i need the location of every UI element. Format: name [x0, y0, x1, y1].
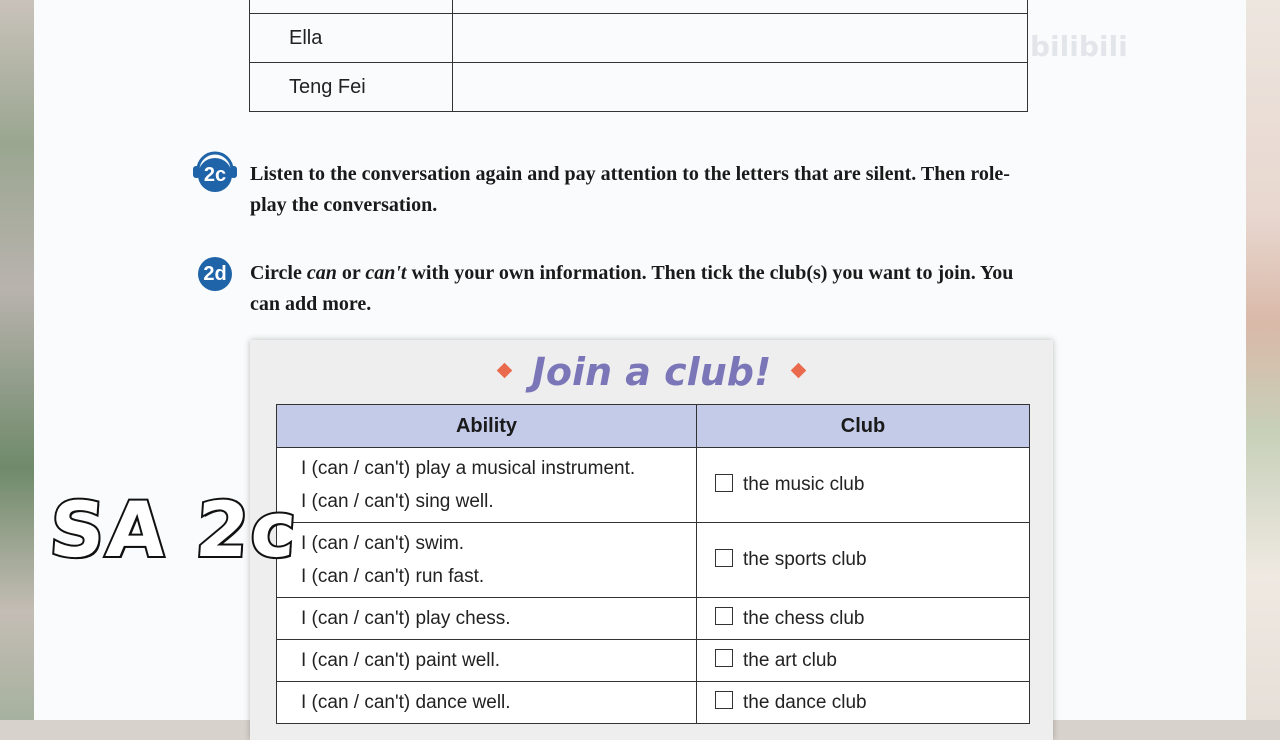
club-cell [697, 598, 1030, 640]
answer-cell [453, 0, 1028, 14]
ability-text: I (can / can't) play a musical instrument. [301, 458, 636, 479]
background-left [0, 0, 34, 720]
table-row [277, 523, 1030, 598]
club-table [276, 404, 1030, 724]
background-right [1246, 0, 1280, 720]
section-badge-2d: 2d [198, 257, 232, 291]
instruction-text: Circle [250, 262, 307, 284]
checkbox[interactable] [715, 549, 733, 567]
ability-text: I (can / can't) paint well. [301, 650, 500, 671]
header-row [277, 405, 1030, 448]
section-badge-2c: 2c [198, 158, 232, 192]
ability-text: I (can / can't) run fast. [301, 566, 485, 587]
club-cell [697, 682, 1030, 724]
ability-cell [277, 448, 697, 523]
club-label: the music club [743, 474, 865, 495]
table-row [250, 0, 1028, 14]
header-club: Club [697, 405, 1030, 448]
ability-cell [277, 523, 697, 598]
panel-heading [250, 350, 1053, 394]
name-cell [250, 0, 453, 14]
name-cell: Teng Fei [250, 63, 453, 112]
checkbox[interactable] [715, 691, 733, 709]
ability-text: I (can / can't) swim. [301, 533, 465, 554]
instruction-text: with your own information. Then tick the club(s) you want to join. You can add more. [250, 262, 1014, 315]
header-ability: Ability [277, 405, 697, 448]
diamond-icon [791, 363, 807, 379]
club-label: the art club [743, 649, 837, 671]
table-row [277, 640, 1030, 682]
table-row [250, 14, 1028, 63]
diamond-icon [496, 363, 512, 379]
club-label: the chess club [743, 607, 865, 629]
ability-text: I (can / can't) play chess. [301, 608, 511, 629]
instruction-2c: Listen to the conversation again and pay attention to the letters that are silent. Then role-play the conversation. [250, 163, 1010, 216]
overlay-caption: SA 2c [46, 485, 302, 574]
table-row [277, 448, 1030, 523]
ability-cell [277, 598, 697, 640]
club-cell [697, 523, 1030, 598]
club-cell [697, 448, 1030, 523]
name-cell: Ella [250, 14, 453, 63]
club-cell [697, 640, 1030, 682]
instruction-emphasis: can't [365, 262, 407, 284]
watermark-logo: bilibili [1030, 30, 1128, 63]
checkbox[interactable] [715, 607, 733, 625]
names-table [249, 0, 1028, 112]
table-row [250, 63, 1028, 112]
panel-title: Join a club! [531, 350, 772, 394]
instruction-2d [250, 258, 1040, 320]
checkbox[interactable] [715, 649, 733, 667]
ability-text: I (can / can't) sing well. [301, 491, 494, 512]
table-row [277, 598, 1030, 640]
answer-cell [453, 63, 1028, 112]
ability-cell [277, 682, 697, 724]
answer-cell [453, 14, 1028, 63]
checkbox[interactable] [715, 474, 733, 492]
club-label: the dance club [743, 691, 867, 713]
ability-cell [277, 640, 697, 682]
instruction-emphasis: can [306, 262, 337, 284]
ability-text: I (can / can't) dance well. [301, 692, 511, 713]
club-label: the sports club [743, 549, 867, 570]
table-row [277, 682, 1030, 724]
instruction-text: or [336, 262, 366, 284]
